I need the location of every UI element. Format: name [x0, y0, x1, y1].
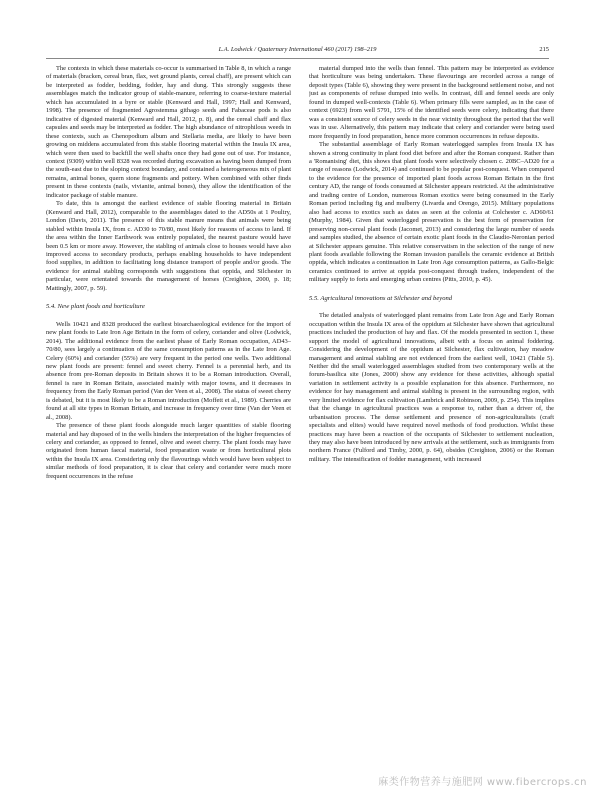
section-heading: 5.5. Agricultural innovations at Silchester and beyond	[309, 294, 453, 302]
section-heading: 5.4. New plant foods and horticulture	[46, 303, 145, 311]
page-number: 215	[539, 46, 549, 53]
paragraph: The substantial assemblage of Early Roman waterlogged samples from Insula IX has shown a strong continuity in plant food diet before and after the Roman conquest. Rather than a 'Romanising' diet, this shows that plant foods were selectively chosen c. 20BC–AD20 for a range of reasons (Lodwick, 2014) and continued to be popular post-conquest. When compared to the evidence for the presence of imported plant foods across Roman Britain in the first century AD, the range of foods consumed at Silchester appears restricted. At the administrative and trading centre of London, numerous Roman exotics were being consumed in the Early Roman period including fig and mulberry (Livarda and Orengo, 2015). Military populations also had access to exotics such as dates as seen at the colonia at Colchester c. AD60/61 (Murphy, 1984). Given that waterlogged preservation is the best form of preservation for preserving non-cereal plant foods (Jacomet, 2013) and considering the large number of seeds and samples studied, the absence of certain exotic plant foods in the Claudio-Neronian period at Silchester appears genuine. This relative conservatism in the selection of the range of new plant foods available following the Roman invasion parallels the ceramic evidence at British oppida, which indicates a continuation in Late Iron Age consumption patterns, as Gallo-Belgic ceramics continued to arrive at oppida post-conquest through traders, independent of the military supply to forts and emerging urban centres (Pitts, 2010, p. 45).	[309, 141, 554, 284]
paragraph: material dumped into the wells than fennel. This pattern may be interpreted as evidence that horticulture was being undertaken. These flavourings are recorded across a range of deposit types (Table 6), showing they were present in the background settlement noise, and not just as components of refuse dumped into wells. In contrast, dill and fennel seeds are only found in dumped well-contexts (Table 6). When primary fills were sampled, as in the case of context (6923) from well 5791, 15% of the identified seeds were celery, indicating that there was a consistent source of celery seeds in the near vicinity throughout the period that the well was in use. Alternatively, this pattern may indicate that celery and coriander were being used more frequently in food preparation, hence more common occurrences in refuse deposits.	[309, 65, 554, 140]
paragraph: The detailed analysis of waterlogged plant remains from Late Iron Age and Early Roman occupation within the Insula IX area of the oppidum at Silchester have shown that agricultural practices included the production of hay and flax. Of the models presented in section 1, these support the model of agricultural innovations, albeit with a focus on animal foddering. Considering the development of the oppidum at Silchester, flax cultivation, hay meadow management and animal stabling are not evidenced from the earliest well, 10421 (Table 5). Neither did the small waterlogged assemblages studied from two contemporary wells at the forum-basilica site (Jones, 2000) show any evidence for these activities, although spatial variation in settlement activity is a possible explanation for this absence. Furthermore, no evidence for hay management and animal stabling is present in the surrounding region, with very limited evidence for flax cultivation (Lambrick and Robinson, 2009, p. 254). This implies that the change in agricultural practices was a response to, rather than a driver of, the urbanisation process. The dense settlement and presence of non-agriculturalists (craft specialists and elites) would have required novel methods of food production. Whilst these practices may have been a reaction of the occupants of Silchester to settlement nucleation, they may also have been introduced by new arrivals at the settlement, such as immigrants from northern France (Fulford and Timby, 2000, p. 64), obsides (Creighton, 2006) or the Roman military. The intensification of fodder management, with increased	[309, 312, 554, 463]
paragraph: The contexts in which these materials co-occur is summarised in Table 8, in which a range of materials (bracken, cereal bran, flax, wet ground plants, cereal chaff), are present which can be interpreted as fodder, bedding, fodder, hay and dung. This strongly suggests these assemblages match the indicator group of stable-manure, referring to coarse-texture material which has accumulated in a byre or stable (Kenward and Hall, 1997; Hall and Kenward, 1998). The presence of fragmented Agrostemma githago seeds and Fabaceae pods is also indicative of digested material (Kenward and Hall, 2012, p. 8), and the cereal chaff and flax capsules and seeds may be interpreted as fodder. The high abundance of nitrophilous weeds in these contexts, such as Chenopodium album and Stellaria media, are likely to have been growing on middens accumulated from this stable flooring material within the Insula IX area, which were then used to backfill the well shafts once they had gone out of use. For instance, context (9309) within well 8328 was recorded during excavation as having been dumped from the south-east due to the sloping context boundary, and contained a heterogeneous mix of plant remains, animal bones, quern stone fragments and pottery. When combined with other finds present in these contexts (nails, vivianite, animal bones), they allow the identification of the indicator package of stable manure.	[46, 65, 291, 199]
watermark: 麻类作物营养与施肥网 www.fibercrops.cn	[378, 777, 587, 788]
running-header	[46, 46, 549, 53]
paragraph: The presence of these plant foods alongside much larger quantities of stable flooring material and hay disposed of in the wells hinders the interpretation of the higher frequencies of celery and coriander, as opposed to fennel, olive and sweet cherry. The plant foods may have originated from human faecal material, food preparation waste or from horticultural plots within the Insula IX area. Considering only the flavourings which would have been subject to similar methods of food preparation, it is clear that celery and coriander were much more frequent occurrences in the refuse	[46, 422, 291, 480]
left-column	[46, 65, 291, 755]
right-column	[309, 65, 554, 755]
paragraph: To date, this is amongst the earliest evidence of stable flooring material in Britain (Kenward and Hall, 2012), comparable to the assemblages dated to the AD50s at 1 Poultry, London (Davis, 2011). The presence of this stable manure means that animals were being stabled within Insula IX, from c. AD30 to 70/80, most likely for reasons of access to land. If the area within the Inner Earthwork was entirely populated, the nearest pasture would have been 0.5 km or more away. However, the stabling of animals close to houses would have also improved access to secondary products, perhaps enabling households to have independent food supplies, in addition to facilitating long distance transport of people and/or goods. The evidence for animal stabling corresponds with suggestions that oppida, and Silchester in particular, were orientated towards the management of horses (Creighton, 2000, p. 18; Mattingly, 2007, p. 59).	[46, 200, 291, 292]
running-title: L.A. Lodwick / Quaternary International 460 (2017) 198–219	[218, 46, 377, 53]
paragraph: Wells 10421 and 8328 produced the earliest bioarchaeological evidence for the import of new plant foods to Late Iron Age Britain in the form of celery, coriander and olive (Lodwick, 2014). The additional evidence from the earliest phase of Early Roman occupation, AD43–70/80, sees largely a continuation of the same consumption patterns as in the Late Iron Age. Celery (60%) and coriander (55%) are very frequent in the period one wells. Two additional new plant foods are present: fennel and sweet cherry. Fennel is a perennial herb, and its absence from pre-Roman deposits in Britain shows it to be a Roman introduction. Overall, fennel is rare in Roman Britain, associated mainly with major towns, and it decreases in frequency from the Early Roman period (Van der Veen et al., 2008). The status of sweet cherry is debated, but it is most likely to be a Roman introduction (Moffett et al., 1989). Cherries are found at all site types in Roman Britain, and increase in frequency over time (Van der Veen et al., 2008).	[46, 320, 291, 421]
header-rule	[46, 58, 549, 59]
